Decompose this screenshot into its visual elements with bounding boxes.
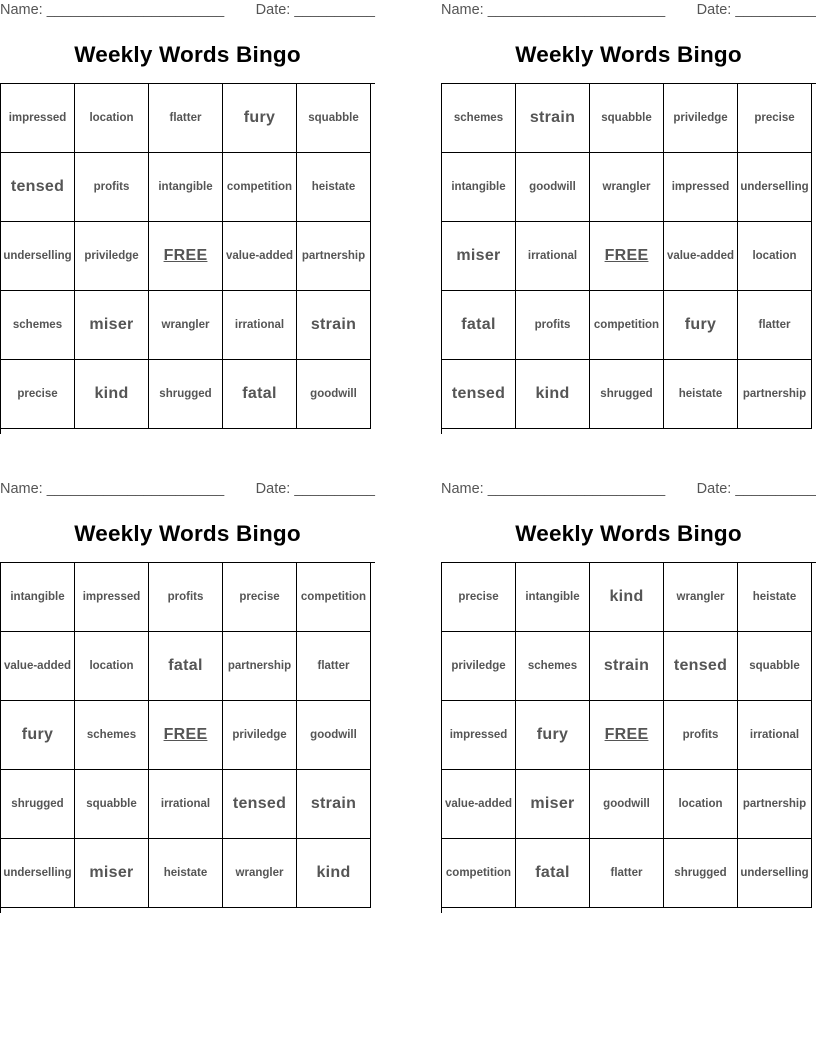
bingo-grid (0, 83, 375, 434)
free-space-cell: FREE (149, 222, 223, 291)
bingo-cell: strain (297, 770, 371, 839)
bingo-cell: competition (223, 153, 297, 222)
bingo-cell: competition (590, 291, 664, 360)
date-field: Date: __________ (696, 481, 816, 497)
card-title: Weekly Words Bingo (515, 521, 742, 546)
name-field: Name: ______________________ (441, 481, 666, 497)
bingo-cell: location (664, 770, 738, 839)
bingo-cell: profits (149, 563, 223, 632)
bingo-cell: impressed (1, 84, 75, 153)
bingo-cell: priviledge (223, 701, 297, 770)
bingo-cell: profits (75, 153, 149, 222)
bingo-cell: shrugged (590, 360, 664, 429)
bingo-cell: goodwill (516, 153, 590, 222)
bingo-card (0, 0, 375, 402)
bingo-cell: irrational (223, 291, 297, 360)
bingo-cell: irrational (738, 701, 812, 770)
bingo-cell: fatal (516, 839, 590, 908)
bingo-cell: miser (516, 770, 590, 839)
bingo-cell: heistate (297, 153, 371, 222)
bingo-cell: tensed (1, 153, 75, 222)
bingo-cell: intangible (516, 563, 590, 632)
name-date-row (441, 0, 816, 20)
date-field: Date: __________ (696, 2, 816, 18)
bingo-cell: value-added (442, 770, 516, 839)
bingo-cell: tensed (664, 632, 738, 701)
bingo-cell: partnership (223, 632, 297, 701)
bingo-cell: flatter (149, 84, 223, 153)
bingo-cell: goodwill (297, 360, 371, 429)
bingo-cell: underselling (1, 222, 75, 291)
bingo-cell: underselling (738, 839, 812, 908)
bingo-cell: squabble (590, 84, 664, 153)
bingo-cell: precise (442, 563, 516, 632)
bingo-cell: squabble (297, 84, 371, 153)
bingo-cell: goodwill (297, 701, 371, 770)
bingo-cell: strain (590, 632, 664, 701)
bingo-cell: precise (738, 84, 812, 153)
bingo-cell: wrangler (223, 839, 297, 908)
bingo-cell: profits (664, 701, 738, 770)
bingo-grid (0, 562, 375, 913)
bingo-cell: heistate (664, 360, 738, 429)
bingo-cell: fury (664, 291, 738, 360)
bingo-cell: underselling (738, 153, 812, 222)
free-space-cell: FREE (590, 701, 664, 770)
bingo-cell: strain (516, 84, 590, 153)
bingo-cell: precise (223, 563, 297, 632)
bingo-cell: schemes (442, 84, 516, 153)
bingo-cell: value-added (1, 632, 75, 701)
bingo-cell: impressed (442, 701, 516, 770)
bingo-cell: intangible (149, 153, 223, 222)
bingo-cell: partnership (738, 360, 812, 429)
bingo-cell: tensed (223, 770, 297, 839)
bingo-cell: irrational (149, 770, 223, 839)
bingo-cell: fatal (223, 360, 297, 429)
bingo-cell: partnership (738, 770, 812, 839)
bingo-cell: heistate (738, 563, 812, 632)
bingo-cell: intangible (1, 563, 75, 632)
free-space-cell: FREE (590, 222, 664, 291)
bingo-cell: location (738, 222, 812, 291)
name-date-row (441, 479, 816, 499)
bingo-cell: schemes (1, 291, 75, 360)
bingo-cell: heistate (149, 839, 223, 908)
name-field: Name: ______________________ (0, 2, 225, 18)
name-field: Name: ______________________ (0, 481, 225, 497)
date-field: Date: __________ (255, 2, 375, 18)
bingo-card (441, 479, 816, 881)
bingo-cell: squabble (75, 770, 149, 839)
bingo-cell: wrangler (590, 153, 664, 222)
card-title: Weekly Words Bingo (74, 521, 301, 546)
bingo-cell: intangible (442, 153, 516, 222)
bingo-cell: location (75, 84, 149, 153)
bingo-cell: impressed (75, 563, 149, 632)
bingo-cell: priviledge (442, 632, 516, 701)
bingo-cell: fury (223, 84, 297, 153)
bingo-cell: fatal (442, 291, 516, 360)
bingo-cell: schemes (75, 701, 149, 770)
card-title: Weekly Words Bingo (515, 42, 742, 67)
name-field: Name: ______________________ (441, 2, 666, 18)
bingo-cell: competition (442, 839, 516, 908)
bingo-cell: competition (297, 563, 371, 632)
bingo-cell: shrugged (664, 839, 738, 908)
bingo-cell: priviledge (664, 84, 738, 153)
bingo-cell: miser (442, 222, 516, 291)
bingo-cell: precise (1, 360, 75, 429)
bingo-cell: fatal (149, 632, 223, 701)
bingo-cell: value-added (223, 222, 297, 291)
bingo-cell: kind (590, 563, 664, 632)
bingo-cell: shrugged (149, 360, 223, 429)
bingo-cell: miser (75, 839, 149, 908)
bingo-cell: flatter (590, 839, 664, 908)
bingo-grid (441, 562, 816, 913)
bingo-cell: shrugged (1, 770, 75, 839)
name-date-row (0, 0, 375, 20)
bingo-cell: flatter (738, 291, 812, 360)
bingo-cell: kind (297, 839, 371, 908)
bingo-cell: location (75, 632, 149, 701)
bingo-cell: partnership (297, 222, 371, 291)
bingo-cell: wrangler (664, 563, 738, 632)
bingo-cell: irrational (516, 222, 590, 291)
bingo-cell: profits (516, 291, 590, 360)
bingo-cell: schemes (516, 632, 590, 701)
bingo-cell: miser (75, 291, 149, 360)
bingo-cell: squabble (738, 632, 812, 701)
bingo-grid (441, 83, 816, 434)
free-space-cell: FREE (149, 701, 223, 770)
bingo-cell: impressed (664, 153, 738, 222)
bingo-cell: underselling (1, 839, 75, 908)
bingo-cell: tensed (442, 360, 516, 429)
bingo-cell: fury (1, 701, 75, 770)
bingo-cell: kind (516, 360, 590, 429)
card-title: Weekly Words Bingo (74, 42, 301, 67)
bingo-cell: fury (516, 701, 590, 770)
date-field: Date: __________ (255, 481, 375, 497)
bingo-card (441, 0, 816, 402)
bingo-cell: goodwill (590, 770, 664, 839)
bingo-cell: flatter (297, 632, 371, 701)
bingo-card (0, 479, 375, 881)
name-date-row (0, 479, 375, 499)
bingo-cell: wrangler (149, 291, 223, 360)
bingo-cell: strain (297, 291, 371, 360)
bingo-cell: priviledge (75, 222, 149, 291)
bingo-cell: value-added (664, 222, 738, 291)
bingo-cell: kind (75, 360, 149, 429)
